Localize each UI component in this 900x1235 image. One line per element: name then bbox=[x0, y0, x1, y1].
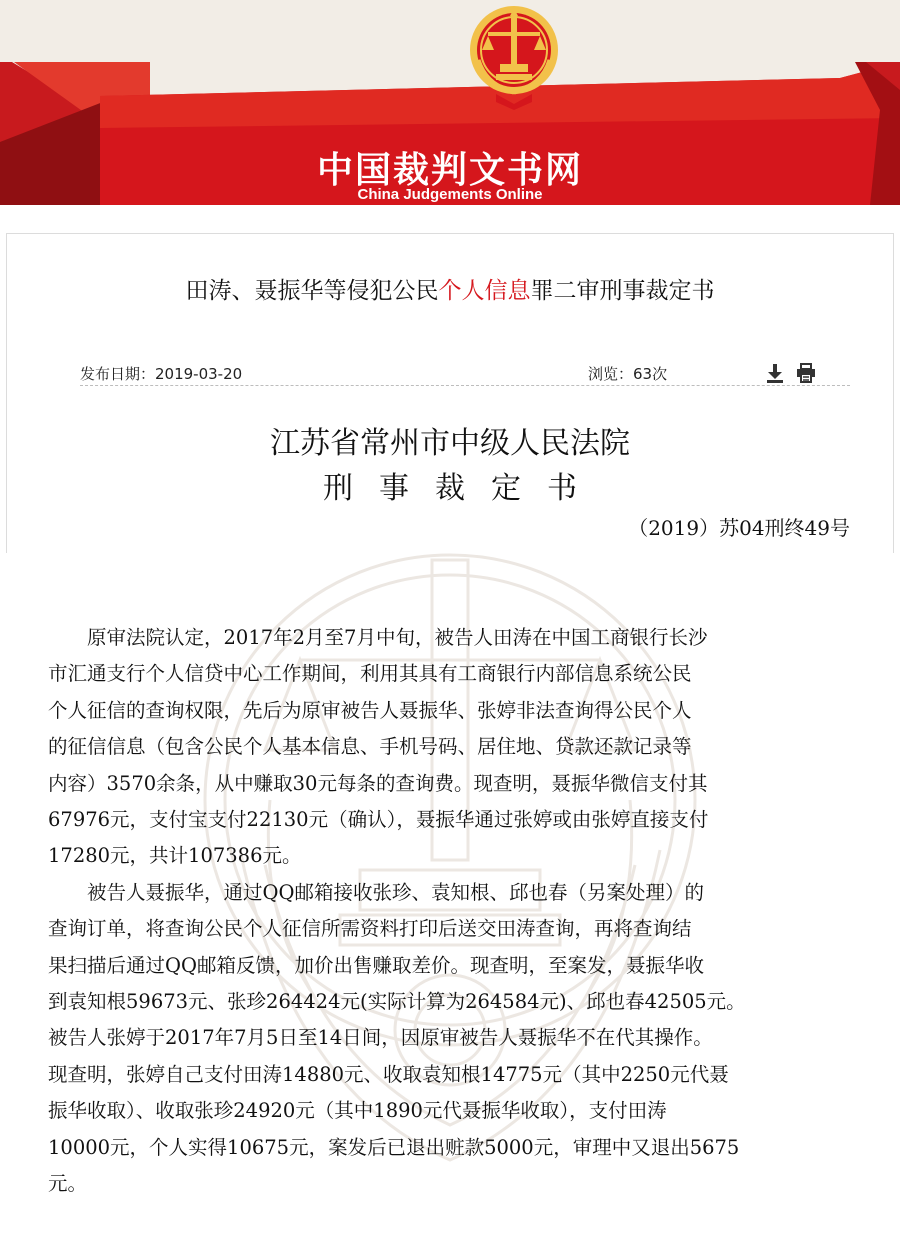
body-line: 的征信信息（包含公民个人基本信息、手机号码、居住地、贷款还款记录等 bbox=[48, 735, 692, 759]
title-suffix: 罪二审刑事裁定书 bbox=[530, 278, 715, 304]
body-line: 元。 bbox=[48, 1172, 88, 1196]
document-body bbox=[48, 620, 850, 1203]
body-line: 17280元，共计107386元。 bbox=[48, 844, 302, 868]
title-prefix: 田涛、聂振华等侵犯公民 bbox=[185, 278, 439, 304]
view-count: 浏览：63次 bbox=[588, 365, 668, 383]
body-line: 被告人张婷于2017年7月5日至14日间，因原审被告人聂振华不在代其操作。 bbox=[48, 1026, 713, 1050]
download-icon[interactable] bbox=[766, 363, 784, 383]
court-emblem-icon bbox=[466, 2, 562, 110]
print-icon[interactable] bbox=[796, 363, 816, 383]
body-line: 内容）3570余条，从中赚取30元每条的查询费。现查明，聂振华微信支付其 bbox=[48, 771, 708, 795]
body-line: 果扫描后通过QQ邮箱反馈，加价出售赚取差价。现查明，至案发，聂振华收 bbox=[48, 953, 704, 977]
body-line: 原审法院认定，2017年2月至7月中旬，被告人田涛在中国工商银行长沙 bbox=[87, 626, 708, 649]
site-name-en: China Judgements Online bbox=[357, 186, 543, 203]
document-meta bbox=[80, 363, 850, 385]
body-line: 现查明，张婷自己支付田涛14880元、收取袁知根14775元（其中2250元代聂 bbox=[48, 1062, 729, 1086]
body-line: 市汇通支行个人信贷中心工作期间，利用其具有工商银行内部信息系统公民 bbox=[48, 662, 692, 686]
body-line: 查询订单，将查询公民个人征信所需资料打印后送交田涛查询，再将查询结 bbox=[48, 917, 692, 941]
meta-divider bbox=[80, 385, 850, 386]
site-name: 中国裁判文书网 bbox=[316, 150, 583, 191]
court-name: 江苏省常州市中级人民法院 bbox=[270, 426, 630, 461]
body-line: 67976元，支付宝支付22130元（确认），聂振华通过张婷或由张婷直接支付 bbox=[48, 808, 709, 832]
body-line: 被告人聂振华，通过QQ邮箱接收张珍、袁知根、邱也春（另案处理）的 bbox=[87, 880, 704, 904]
site-banner bbox=[0, 0, 900, 205]
paragraph-2 bbox=[48, 875, 850, 1203]
publish-date: 发布日期：2019-03-20 bbox=[80, 365, 243, 383]
case-number: （2019）苏04刑终49号 bbox=[628, 516, 850, 540]
body-line: 10000元，个人实得10675元，案发后已退出赃款5000元，审理中又退出5675 bbox=[48, 1135, 740, 1159]
paragraph-1 bbox=[48, 620, 850, 875]
document-title bbox=[0, 272, 900, 305]
body-line: 到袁知根59673元、张珍264424元(实际计算为264584元)、邱也春42505元。 bbox=[48, 990, 746, 1014]
title-highlight: 个人信息 bbox=[438, 278, 531, 304]
body-line: 振华收取）、收取张珍24920元（其中1890元代聂振华收取），支付田涛 bbox=[48, 1099, 667, 1123]
document-type: 刑事裁定书 bbox=[323, 471, 603, 506]
body-line: 个人征信的查询权限，先后为原审被告人聂振华、张婷非法查询得公民个人 bbox=[48, 698, 692, 722]
